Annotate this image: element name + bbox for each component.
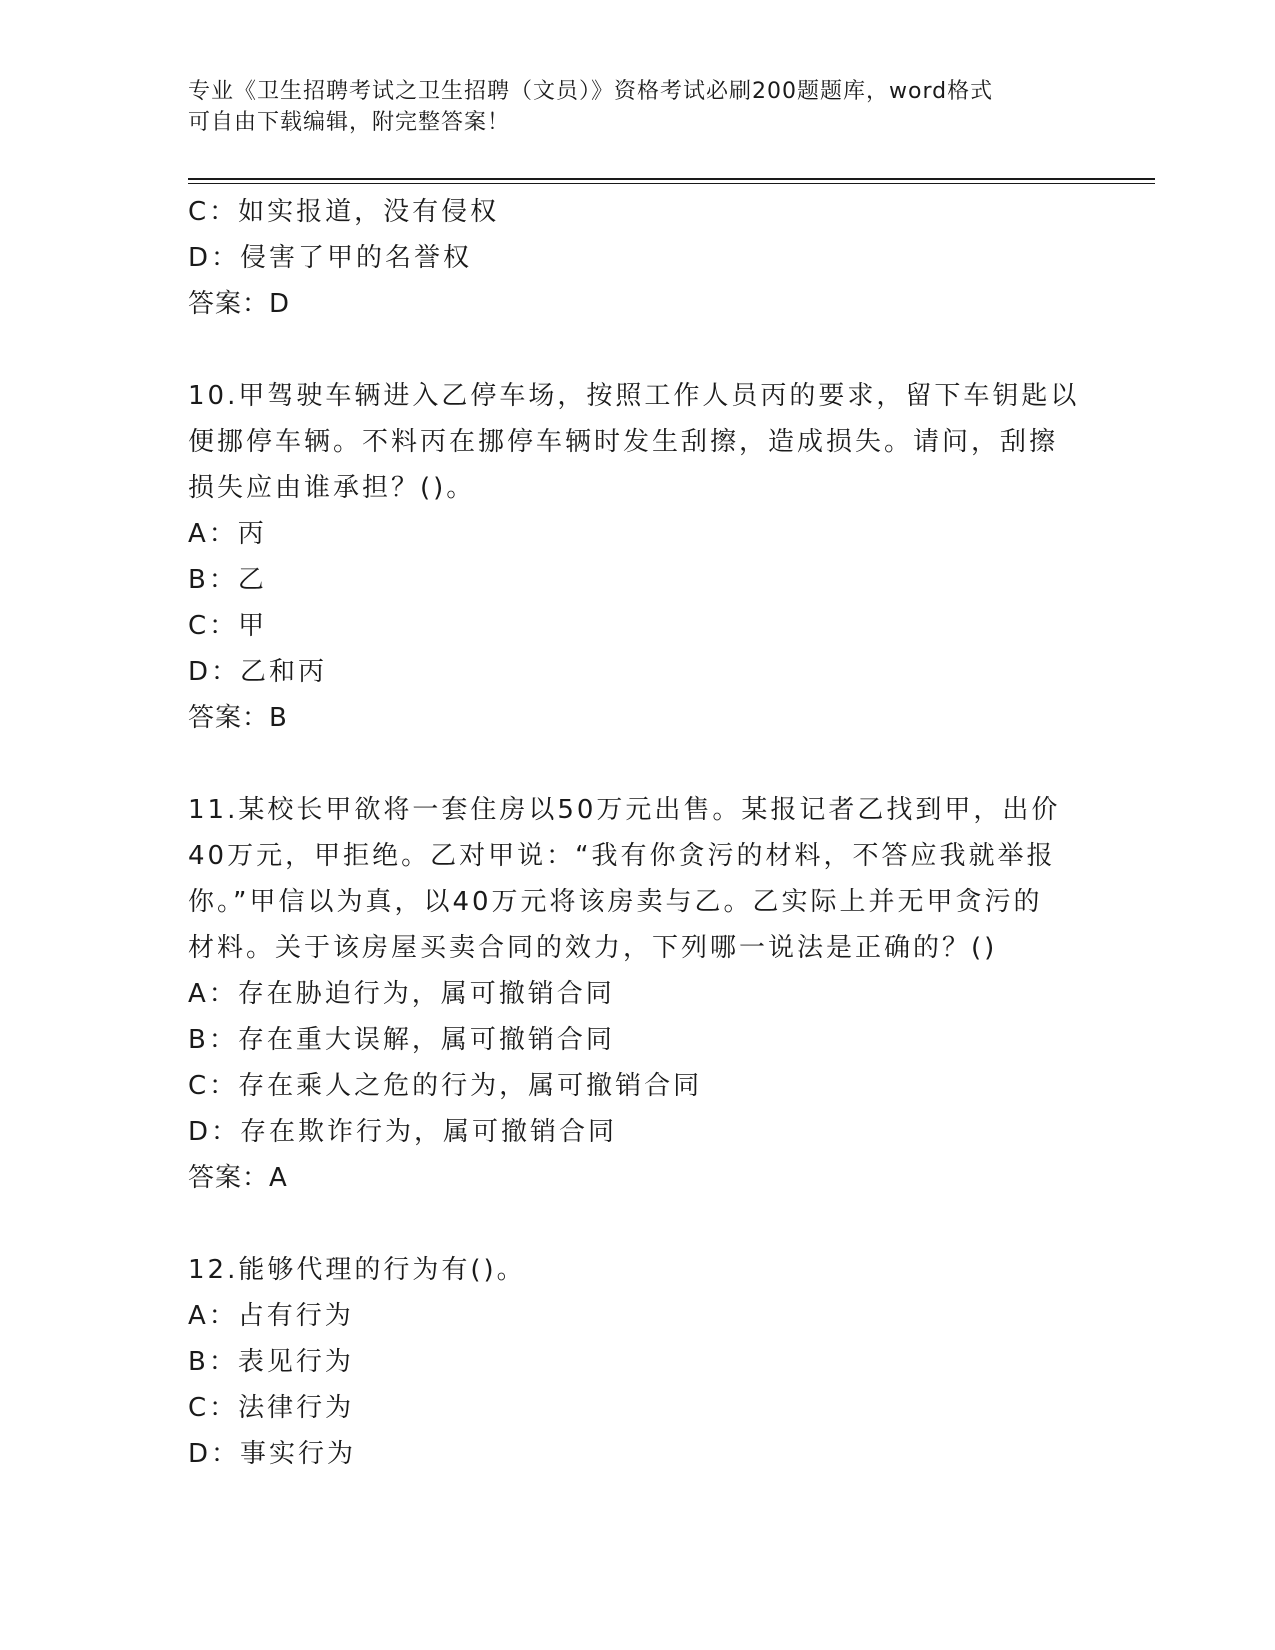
header-divider-thick <box>188 178 1155 180</box>
option-a: A：占有行为 <box>188 1301 354 1331</box>
question-10 <box>188 373 1088 741</box>
question-stem-line: 12.能够代理的行为有()。 <box>188 1255 526 1285</box>
option-d: D：乙和丙 <box>188 657 328 687</box>
spacer <box>188 741 1088 787</box>
question-stem-line: 材料。关于该房屋买卖合同的效力，下列哪一说法是正确的？() <box>188 933 998 963</box>
option-d: D：侵害了甲的名誉权 <box>188 243 473 273</box>
question-stem-line: 10.甲驾驶车辆进入乙停车场，按照工作人员丙的要求，留下车钥匙以 <box>188 381 1080 411</box>
question-stem-line: 你。”甲信以为真，以40万元将该房卖与乙。乙实际上并无甲贪污的 <box>188 887 1043 917</box>
option-b: B：表见行为 <box>188 1347 354 1377</box>
question-stem-line: 损失应由谁承担？()。 <box>188 473 476 503</box>
question-12 <box>188 1247 1088 1477</box>
question-stem-line: 便挪停车辆。不料丙在挪停车辆时发生刮擦，造成损失。请问，刮擦 <box>188 427 1059 457</box>
option-c: C：如实报道，没有侵权 <box>188 197 500 227</box>
option-d: D：存在欺诈行为，属可撤销合同 <box>188 1117 618 1147</box>
question-stem-line: 11.某校长甲欲将一套住房以50万元出售。某报记者乙找到甲，出价 <box>188 795 1061 825</box>
question-11 <box>188 787 1088 1201</box>
question-stem-line: 40万元，甲拒绝。乙对甲说：“我有你贪污的材料，不答应我就举报 <box>188 841 1056 871</box>
header-title-line-2: 可自由下载编辑，附完整答案！ <box>188 110 511 135</box>
answer-line: 答案：D <box>188 289 291 319</box>
option-d: D：事实行为 <box>188 1439 357 1469</box>
option-a: A：丙 <box>188 519 267 549</box>
spacer <box>188 327 1088 373</box>
spacer <box>188 1201 1088 1247</box>
header-title-line-1: 专业《卫生招聘考试之卫生招聘（文员）》资格考试必刷200题题库，word格式 <box>188 79 994 104</box>
option-c: C：存在乘人之危的行为，属可撤销合同 <box>188 1071 703 1101</box>
document-header <box>188 76 1068 138</box>
question-9-tail <box>188 189 1088 327</box>
option-b: B：存在重大误解，属可撤销合同 <box>188 1025 615 1055</box>
option-c: C：法律行为 <box>188 1393 355 1423</box>
header-divider-thin <box>188 183 1155 184</box>
answer-line: 答案：B <box>188 703 288 733</box>
option-b: B：乙 <box>188 565 267 595</box>
question-list <box>188 189 1088 1477</box>
option-c: C：甲 <box>188 611 268 641</box>
answer-line: 答案：A <box>188 1163 288 1193</box>
option-a: A：存在胁迫行为，属可撤销合同 <box>188 979 615 1009</box>
